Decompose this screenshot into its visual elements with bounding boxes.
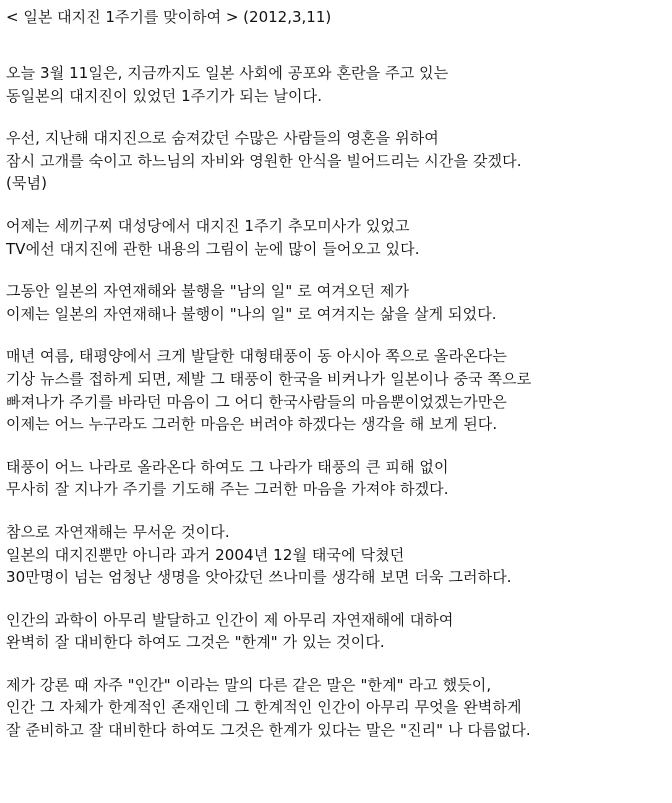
paragraph-5	[6, 345, 672, 435]
paragraph-line: 참으로 자연재해는 무서운 것이다.	[6, 522, 230, 541]
paragraph-line: 기상 뉴스를 접하게 되면, 제발 그 태풍이 한국을 비켜나가 일본이나 중국 쪽으로	[6, 369, 532, 388]
paragraph-line: 동일본의 대지진이 있었던 1주기가 되는 날이다.	[6, 86, 323, 105]
paragraph-line: 일본의 대지진뿐만 아니라 과거 2004년 12월 태국에 닥쳤던	[6, 545, 405, 564]
paragraph-line: (묵념)	[6, 174, 48, 193]
paragraph-line: TV에선 대지진에 관한 내용의 그림이 눈에 많이 들어오고 있다.	[6, 239, 420, 258]
paragraph-6	[6, 456, 672, 501]
paragraph-line: 매년 여름, 태평양에서 크게 발달한 대형태풍이 동 아시아 쪽으로 올라온다는	[6, 347, 507, 366]
paragraph-line: 30만명이 넘는 엄청난 생명을 앗아갔던 쓰나미를 생각해 보면 더욱 그러하다.	[6, 568, 512, 587]
paragraph-line: 이제는 어느 누구라도 그러한 마음은 버려야 하겠다는 생각을 해 보게 된다.	[6, 415, 498, 434]
paragraph-line: 우선, 지난해 대지진으로 숨져갔던 수많은 사람들의 영혼을 위하여	[6, 129, 439, 148]
paragraph-line: 그동안 일본의 자연재해와 불행을 "남의 일" 로 여겨오던 제가	[6, 282, 410, 301]
paragraph-line: 완벽히 잘 대비한다 하여도 그것은 "한계" 가 있는 것이다.	[6, 633, 385, 652]
paragraph-1	[6, 62, 672, 107]
paragraph-line: 태풍이 어느 나라로 올라온다 하여도 그 나라가 태풍의 큰 피해 없이	[6, 457, 449, 476]
paragraph-line: 오늘 3월 11일은, 지금까지도 일본 사회에 공포와 혼란을 주고 있는	[6, 64, 449, 82]
paragraph-line: 잘 준비하고 잘 대비한다 하여도 그것은 한계가 있다는 말은 "진리" 나 다름없다.	[6, 721, 531, 740]
paragraph-line: 어제는 세끼구찌 대성당에서 대지진 1주기 추모미사가 있었고	[6, 216, 410, 235]
paragraph-line: 이제는 일본의 자연재해나 불행이 "나의 일" 로 여겨지는 삶을 살게 되었다.	[6, 304, 497, 323]
paragraph-2	[6, 127, 672, 195]
paragraph-3	[6, 215, 672, 260]
paragraph-7	[6, 521, 672, 589]
paragraph-line: 인간의 과학이 아무리 발달하고 인간이 제 아무리 자연재해에 대하여	[6, 610, 454, 629]
paragraph-8	[6, 609, 672, 654]
paragraph-4	[6, 280, 672, 325]
paragraph-line: 무사히 잘 지나가 주기를 기도해 주는 그러한 마음을 가져야 하겠다.	[6, 480, 449, 499]
paragraph-line: 제가 강론 때 자주 "인간" 이라는 말의 다른 같은 말은 "한계" 라고 했듯이,	[6, 675, 492, 694]
paragraph-line: 잠시 고개를 숙이고 하느님의 자비와 영원한 안식을 빌어드리는 시간을 갖겠다.	[6, 151, 522, 170]
paragraph-9	[6, 674, 672, 742]
paragraph-line: 인간 그 자체가 한계적인 존재인데 그 한계적인 인간이 아무리 무엇을 완벽하게	[6, 698, 522, 717]
document-title: < 일본 대지진 1주기를 맞이하여 > (2012,3,11)	[6, 8, 332, 26]
paragraph-line: 빠져나가 주기를 바라던 마음이 그 어디 한국사람들의 마음뿐이었겠는가만은	[6, 392, 507, 411]
